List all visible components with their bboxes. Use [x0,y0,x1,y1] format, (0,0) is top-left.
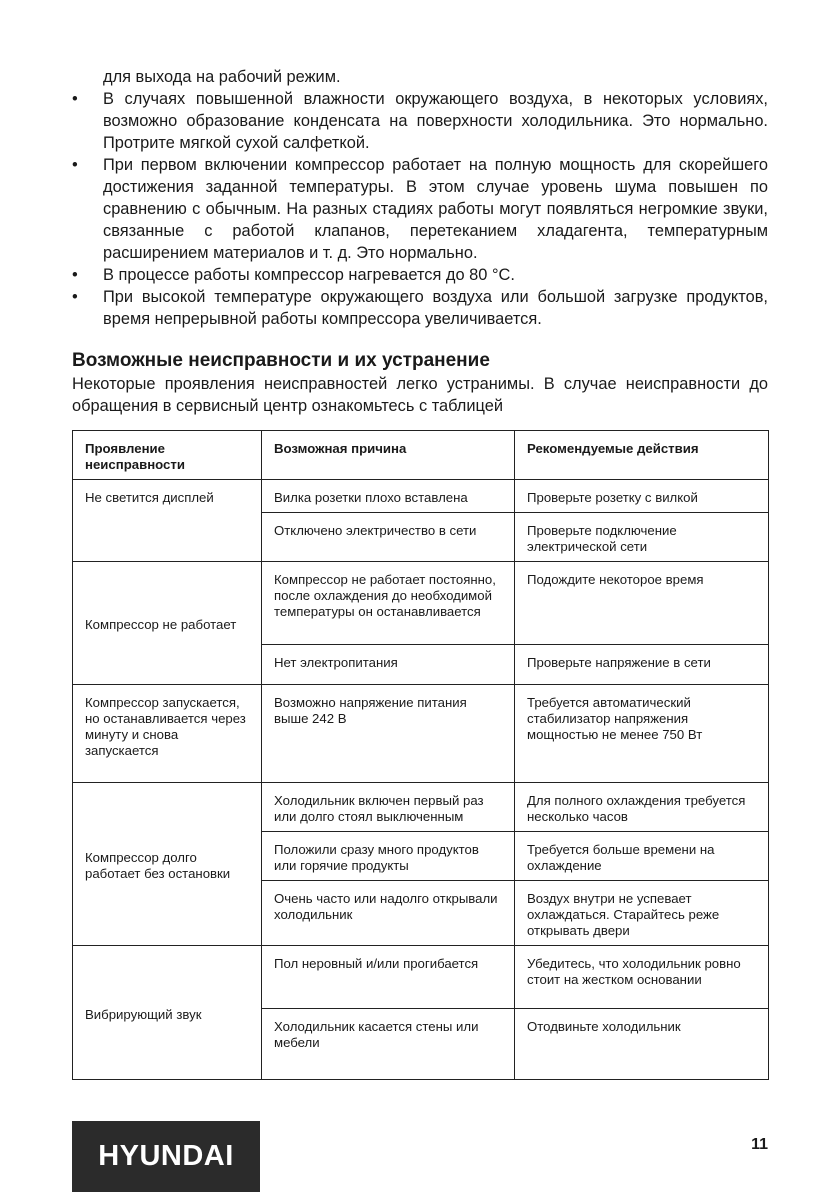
intro-text [72,66,768,330]
note-item [72,264,768,286]
note-text: При первом включении компрессор работает на полную мощность для скорейшего достижения заданной температуры. В этом случае уровень шума повышен по сравнению с обычным. На разных стадиях работы могут появляться негромкие звуки, связанные с работой клапанов, перетеканием хладагента, температурным расширением материалов и т. д. Это нормально. [103,156,768,262]
symptom-cell: Компрессор запускается, но останавливается через минуту и снова запускается [73,685,262,783]
troubleshooting-table [72,430,769,1080]
cause-cell: Холодильник включен первый раз или долго стоял выключенным [262,783,515,832]
table-header-row [73,431,769,480]
header-cause: Возможная причина [262,431,515,480]
action-cell: Подождите некоторое время [515,562,769,645]
cause-cell: Вилка розетки плохо вставлена [262,480,515,513]
section-intro: Некоторые проявления неисправностей легко устранимы. В случае неисправности до обращения в сервисный центр ознакомьтесь с таблицей [72,375,768,415]
table-row [73,783,769,832]
cause-cell: Отключено электричество в сети [262,513,515,562]
action-cell: Для полного охлаждения требуется несколько часов [515,783,769,832]
section-title: Возможные неисправности и их устранение [72,350,490,371]
action-cell: Убедитесь, что холодильник ровно стоит на жестком основании [515,946,769,1009]
page-number: 11 [751,1136,768,1153]
symptom-cell: Не светится дисплей [73,480,262,562]
header-action: Рекомендуемые действия [515,431,769,480]
table-row [73,480,769,513]
cause-cell: Пол неровный и/или прогибается [262,946,515,1009]
symptom-cell: Вибрирующий звук [73,946,262,1080]
cause-cell: Компрессор не работает постоянно, после охлаждения до необходимой температуры он останавливается [262,562,515,645]
notes-list [72,88,768,330]
action-cell: Отодвиньте холодильник [515,1009,769,1080]
action-cell: Проверьте подключение электрической сети [515,513,769,562]
action-cell: Проверьте напряжение в сети [515,645,769,685]
action-cell: Требуется автоматический стабилизатор напряжения мощностью не менее 750 Вт [515,685,769,783]
header-symptom: Проявление неисправности [73,431,262,480]
cause-cell: Очень часто или надолго открывали холодильник [262,881,515,946]
bullet-icon: • [72,288,78,306]
note-text: При высокой температуре окружающего воздуха или большой загрузке продуктов, время непрерывной работы компрессора увеличивается. [103,288,768,328]
symptom-cell: Компрессор не работает [73,562,262,685]
action-cell: Требуется больше времени на охлаждение [515,832,769,881]
table-row [73,946,769,1009]
continuation-line: для выхода на рабочий режим. [103,68,341,86]
bullet-icon: • [72,90,78,108]
cause-cell: Возможно напряжение питания выше 242 В [262,685,515,783]
note-text: В процессе работы компрессор нагревается до 80 °С. [103,266,515,284]
symptom-cell: Компрессор долго работает без остановки [73,783,262,946]
note-item [72,286,768,330]
cause-cell: Холодильник касается стены или мебели [262,1009,515,1080]
note-item [72,88,768,154]
bullet-icon: • [72,156,78,174]
table-row [73,685,769,783]
cause-cell: Нет электропитания [262,645,515,685]
action-cell: Проверьте розетку с вилкой [515,480,769,513]
bullet-icon: • [72,266,78,284]
note-text: В случаях повышенной влажности окружающего воздуха, в некоторых условиях, возможно образование конденсата на поверхности холодильника. Это нормально. Протрите мягкой сухой салфеткой. [103,90,768,152]
table-row [73,562,769,645]
action-cell: Воздух внутри не успевает охлаждаться. Старайтесь реже открывать двери [515,881,769,946]
brand-logo: HYUNDAI [72,1121,260,1192]
cause-cell: Положили сразу много продуктов или горячие продукты [262,832,515,881]
note-item [72,154,768,264]
